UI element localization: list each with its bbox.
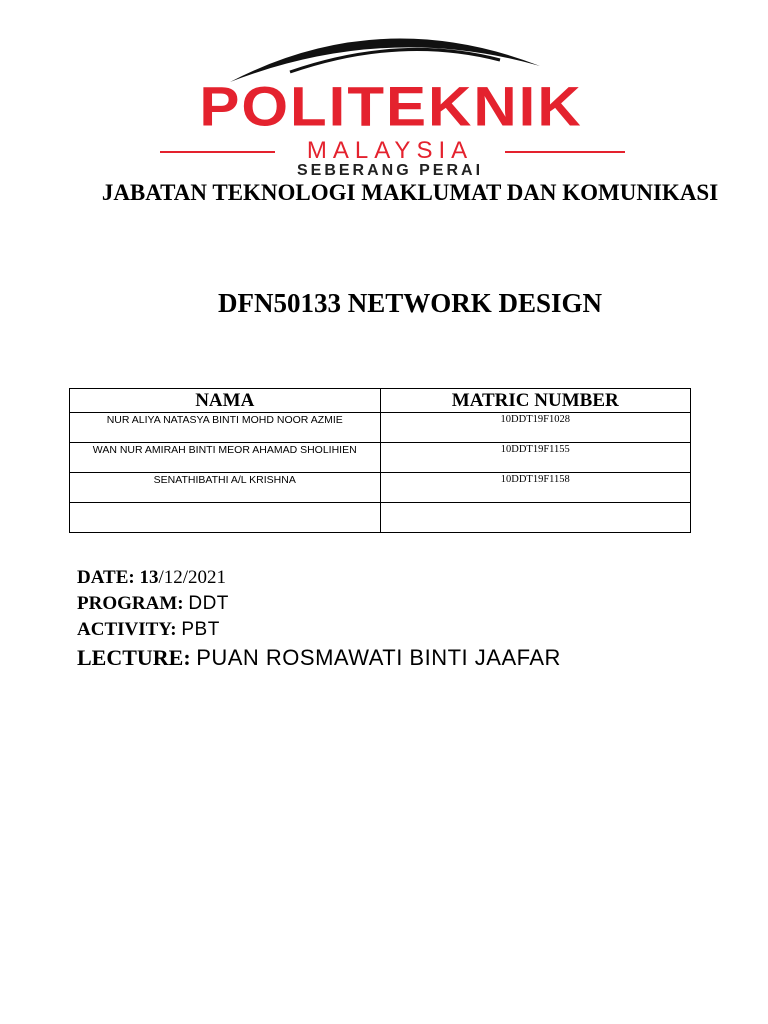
program-label: PROGRAM:: [77, 593, 184, 614]
date-rest: /12/2021: [158, 567, 227, 588]
member-matric: 10DDT19F1155: [380, 443, 691, 473]
lecture-row: [77, 643, 697, 673]
logo-right-rule: [505, 151, 625, 153]
submission-info: [77, 565, 697, 673]
course-title: DFN50133 NETWORK DESIGN: [217, 288, 603, 318]
logo-left-rule: [160, 151, 275, 153]
member-name: WAN NUR AMIRAH BINTI MEOR AHAMAD SHOLIHIEN: [70, 443, 381, 473]
table-row: [70, 443, 691, 473]
activity-label: ACTIVITY:: [77, 619, 177, 640]
member-matric: [380, 503, 691, 533]
member-matric: 10DDT19F1158: [380, 473, 691, 503]
logo-campus: SEBERANG PERAI: [296, 162, 484, 179]
date-row: [77, 565, 697, 591]
date-label: DATE:: [77, 567, 135, 588]
department-title: JABATAN TEKNOLOGI MAKLUMAT DAN KOMUNIKASI: [101, 180, 719, 205]
header-nama: NAMA: [70, 389, 381, 413]
program-row: [77, 591, 697, 617]
activity-value: PBT: [181, 619, 220, 640]
activity-row: [77, 617, 697, 643]
politeknik-logo: [140, 14, 640, 184]
logo-wordmark: POLITEKNIK: [199, 75, 583, 138]
table-row: [70, 473, 691, 503]
table-header-row: [70, 389, 691, 413]
table-row: [70, 503, 691, 533]
members-table: [69, 388, 691, 533]
member-matric: 10DDT19F1028: [380, 413, 691, 443]
logo-subtitle: MALAYSIA: [306, 137, 474, 164]
header-matric-number: MATRIC NUMBER: [380, 389, 691, 413]
member-name: NUR ALIYA NATASYA BINTI MOHD NOOR AZMIE: [70, 413, 381, 443]
date-day: 13: [139, 567, 159, 588]
lecture-label: LECTURE:: [77, 645, 191, 670]
lecture-value: PUAN ROSMAWATI BINTI JAAFAR: [196, 645, 561, 670]
member-name: SENATHIBATHI A/L KRISHNA: [70, 473, 381, 503]
member-name: [70, 503, 381, 533]
program-value: DDT: [188, 593, 229, 614]
table-row: [70, 413, 691, 443]
